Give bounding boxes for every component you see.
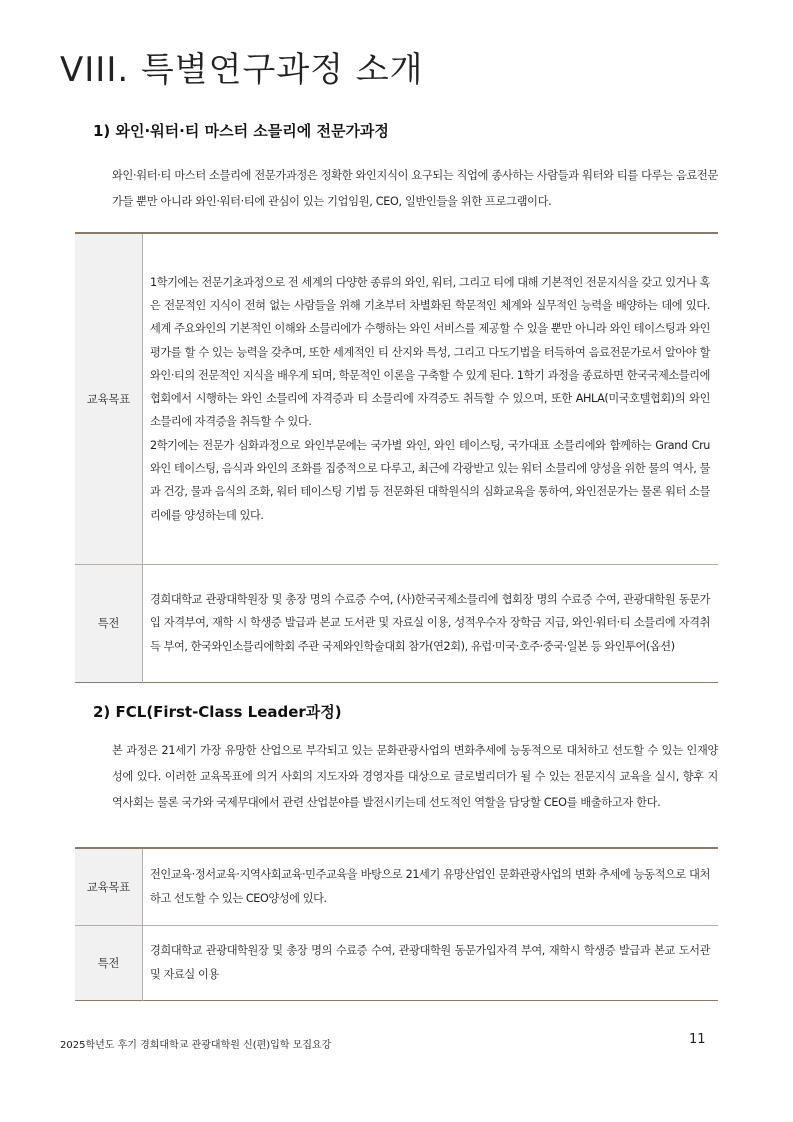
row-content: [143, 233, 719, 564]
row-label: 교육목표: [75, 848, 143, 925]
row-content: [143, 564, 719, 682]
table-row: [75, 848, 718, 925]
info-table: [75, 232, 718, 683]
content-paragraph: 1학기에는 전문기초과정으로 전 세계의 다양한 종류의 와인, 워터, 그리고 티에 대해 기본적인 전문지식을 갖고 있거나 혹은 전문적인 지식이 전혀 없는 사람들을 위해 기초부터 차별화된 학문적인 체계와 실무적인 능력을 배양하는 데에 있다. 세계 주요와인의 기본적인 이해와 소믈리에가 수행하는 와인 서비스를 제공할 수 있을 뿐만 아니라 와인 테이스팅과 와인평가를 할 수 있는 능력을 갖추며, 또한 세계적인 티 산지와 특성, 그리고 다도기법을 터득하여 음료전문가로서 알아야 할 와인·티의 전문적인 지식을 배우게 되며, 학문적인 이론을 구축할 수 있게 된다. 1학기 과정을 종료하면 한국국제소믈리에 협회에서 시행하는 와인 소믈리에 자격증과 티 소믈리에 자격증도 취득할 수 있으며, 또한 AHLA(미국호텔협회)의 와인 소믈리에 자격증을 취득할 수 있다.: [150, 275, 710, 429]
section-intro: 와인·워터·티 마스터 소믈리에 전문가과정은 정확한 와인지식이 요구되는 직업에 종사하는 사람들과 워터와 티를 다루는 음료전문가들 뿐만 아니라 와인·워터·티에 관심이 있는 기업임원, CEO, 일반인들을 위한 프로그램이다.: [112, 169, 718, 208]
page-title: VIII. 특별연구과정 소개: [60, 50, 424, 90]
footer-text: 2025학년도 후기 경희대학교 관광대학원 신(편)입학 모집요강: [60, 1040, 332, 1051]
row-content: [143, 925, 719, 1000]
table-row: [75, 925, 718, 1000]
row-content: [143, 848, 719, 925]
row-label: 특전: [75, 925, 143, 1000]
section-intro: 본 과정은 21세기 가장 유망한 산업으로 부각되고 있는 문화관광사업의 변화추세에 능동적으로 대처하고 선도할 수 있는 인재양성에 있다. 이러한 교육목표에 의거 사회의 지도자와 경영자를 대상으로 글로벌리더가 될 수 있는 전문지식 교육을 실시, 향후 지역사회는 물론 국가와 국제무대에서 관련 산업분야를 발전시키는데 선도적인 역할을 담당할 CEO를 배출하고자 한다.: [112, 744, 718, 809]
page-number: 11: [689, 1032, 706, 1047]
content-paragraph: 경희대학교 관광대학원장 및 총장 명의 수료증 수여, (사)한국국제소믈리에 협회장 명의 수료증 수여, 관광대학원 동문가입 자격부여, 재학 시 학생증 발급과 본교 도서관 및 자료실 이용, 성적우수자 장학금 지급, 와인·워터·티 소믈리에 자격취득 부여, 한국와인소믈리에학회 주관 국제와인학술대회 참가(연2회), 유럽·미국·호주·중국·일본 등 와인투어(옵션): [150, 593, 710, 653]
row-label: 교육목표: [75, 233, 143, 564]
section-heading: 1) 와인·워터·티 마스터 소믈리에 전문가과정: [93, 122, 389, 140]
section-heading: 2) FCL(First-Class Leader과정): [93, 703, 342, 721]
content-paragraph: 2학기에는 전문가 심화과정으로 와인부문에는 국가별 와인, 와인 테이스팅, 국가대표 소믈리에와 함께하는 Grand Cru 와인 테이스팅, 음식과 와인의 조화를 집중적으로 다루고, 최근에 각광받고 있는 워터 소믈리에 양성을 위한 물의 역사, 물과 건강, 물과 음식의 조화, 워터 테이스팅 기법 등 전문화된 대학원식의 심화교육을 통하여, 와인전문가는 물론 워터 소믈리에를 양성하는데 있다.: [150, 438, 710, 522]
table-row: [75, 233, 718, 564]
content-paragraph: 경희대학교 관광대학원장 및 총장 명의 수료증 수여, 관광대학원 동문가입자격 부여, 재학시 학생증 발급과 본교 도서관 및 자료실 이용: [150, 944, 710, 981]
content-paragraph: 전인교육·정서교육·지역사회교육·민주교육을 바탕으로 21세기 유망산업인 문화관광사업의 변화 추세에 능동적으로 대처하고 선도할 수 있는 CEO양성에 있다.: [150, 868, 710, 905]
row-label: 특전: [75, 564, 143, 682]
table-row: [75, 564, 718, 682]
info-table: [75, 847, 718, 1001]
